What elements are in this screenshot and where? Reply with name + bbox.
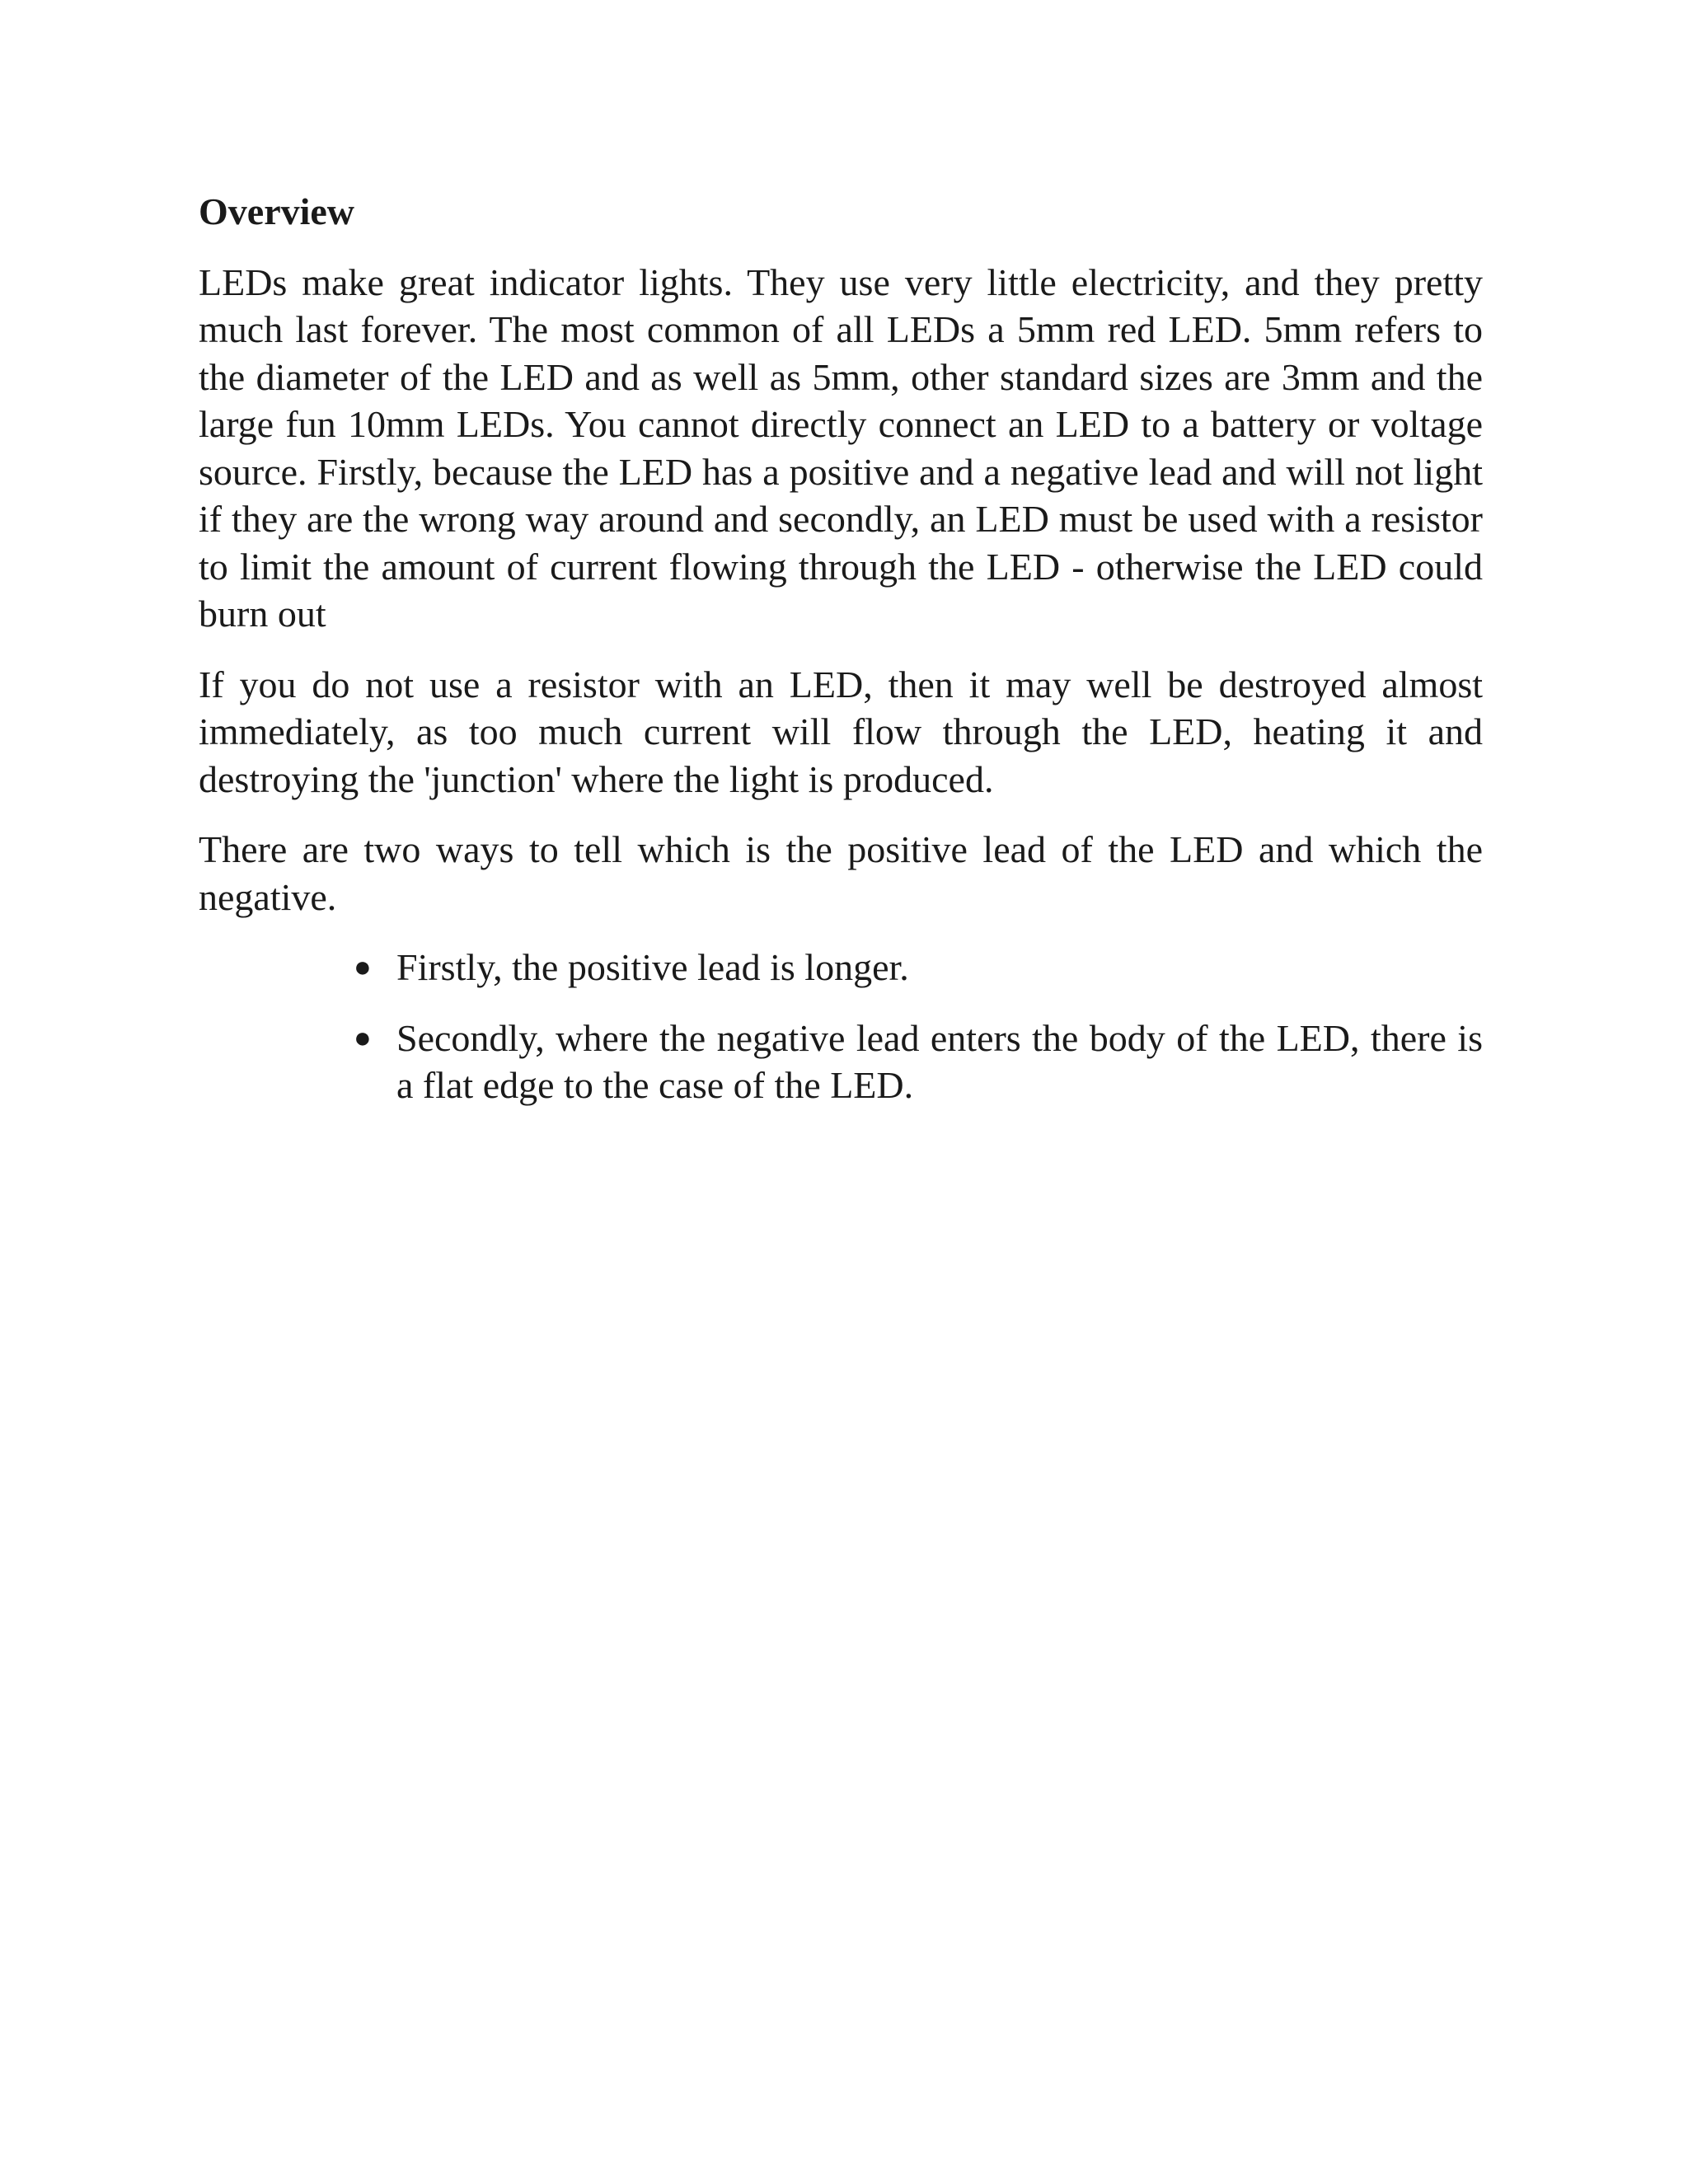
paragraph-resistor: If you do not use a resistor with an LED, then it may well be destroyed almost immediately, as too much current will flow through the LED, heating it and destroying the 'junction' where the light is produced. xyxy=(199,663,1483,800)
list-item-text: Firstly, the positive lead is longer. xyxy=(396,946,909,988)
bullet-list xyxy=(199,944,1483,1109)
list-item xyxy=(354,944,1483,991)
bullet-icon: ● xyxy=(354,950,372,983)
list-item-text: Secondly, where the negative lead enters the body of the LED, there is a flat edge to the case of the LED. xyxy=(396,1016,1483,1106)
paragraph-intro: LEDs make great indicator lights. They use very little electricity, and they pretty much last forever. The most common of all LEDs a 5mm red LED. 5mm refers to the diameter of the LED and as well as 5mm, other standard sizes are 3mm and the large fun 10mm LEDs. You cannot directly connect an LED to a battery or voltage source. Firstly, because the LED has a positive and a negative lead and will not light if they are the wrong way around and secondly, an LED must be used with a resistor to limit the amount of current flowing through the LED - otherwise the LED could burn out xyxy=(199,260,1483,635)
section-heading: Overview xyxy=(199,190,355,232)
paragraph-polarity: There are two ways to tell which is the positive lead of the LED and which the negative. xyxy=(199,828,1483,918)
list-item xyxy=(354,1015,1483,1109)
bullet-icon: ● xyxy=(354,1020,372,1054)
document-body xyxy=(199,188,1483,1132)
